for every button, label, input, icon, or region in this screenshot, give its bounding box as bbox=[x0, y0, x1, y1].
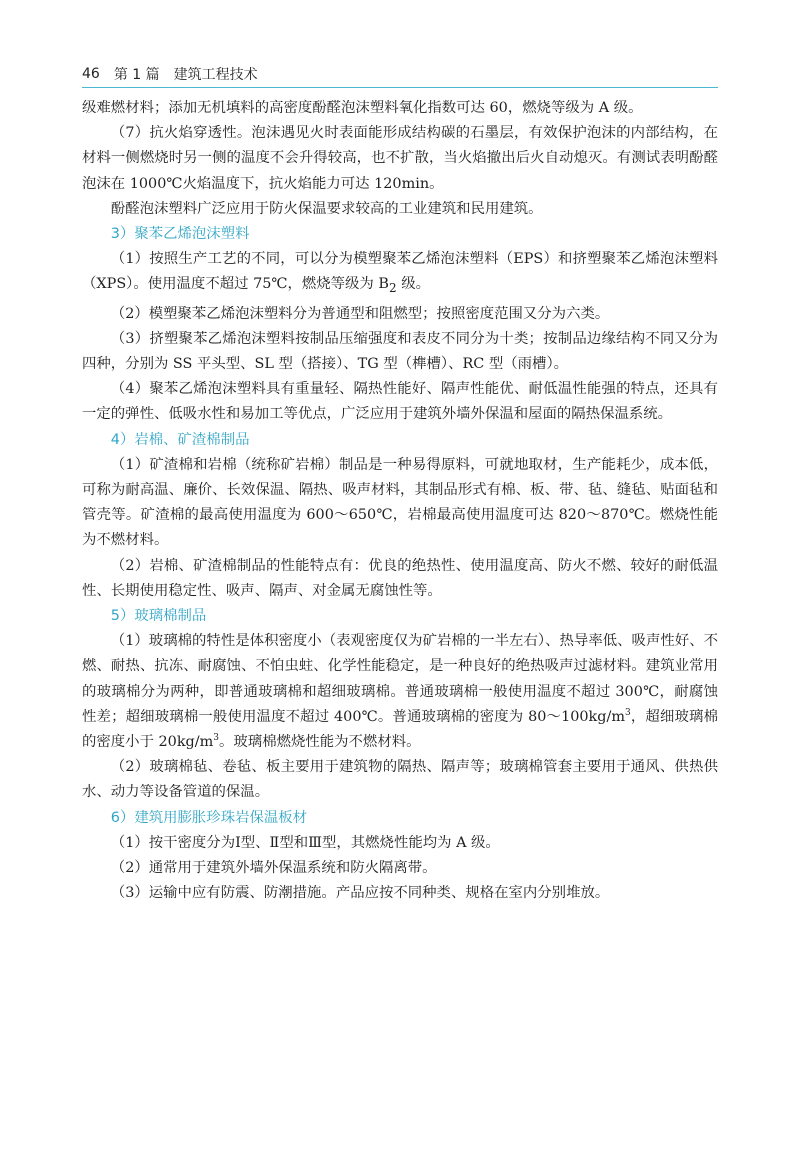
paragraph-text: 。玻璃棉燃烧性能为不燃材料。 bbox=[219, 733, 421, 750]
page-number: 46 bbox=[82, 66, 100, 82]
paragraph-perlite-2: （2）通常用于建筑外墙外保温系统和防火隔离带。 bbox=[110, 859, 437, 876]
paragraph-polystyrene-1 bbox=[82, 247, 718, 301]
paragraph-text: （1）按照生产工艺的不同，可以分为模塑聚苯乙烯泡沫塑料（EPS）和挤塑聚苯乙烯泡沫塑料（XPS）。使用温度不超过 75℃，燃烧等级为 B bbox=[82, 251, 718, 293]
section-heading-glass-wool: 5）玻璃棉制品 bbox=[110, 607, 207, 624]
paragraph-perlite-3: （3）运输中应有防震、防潮措施。产品应按不同种类、规格在室内分别堆放。 bbox=[110, 885, 610, 902]
paragraph-text: ，超细玻璃棉的密度小于 20kg/m bbox=[82, 708, 718, 750]
paragraph-text: 级。 bbox=[396, 276, 430, 293]
chapter-title: 第 1 篇 建筑工程技术 bbox=[113, 67, 258, 83]
section-heading-rock-wool: 4）岩棉、矿渣棉制品 bbox=[110, 431, 250, 448]
paragraph-rock-wool-2: （2）岩棉、矿渣棉制品的性能特点有：优良的绝热性、使用温度高、防火不燃、较好的耐低温性、长期使用稳定性、吸声、隔声、对金属无腐蚀性等。 bbox=[82, 557, 718, 599]
paragraph-polystyrene-2: （2）模塑聚苯乙烯泡沫塑料分为普通型和阻燃型；按照密度范围又分为六类。 bbox=[110, 305, 610, 322]
paragraph-text: （1）玻璃棉的特性是体积密度小（表观密度仅为矿岩棉的一半左右）、热导率低、吸声性好、不燃、耐热、抗冻、耐腐蚀、不怕虫蛀、化学性能稳定，是一种良好的绝热吸声过滤材料。建筑业常用的玻璃棉分为两种，即普通玻璃棉和超细玻璃棉。普通玻璃棉一般使用温度不超过 300℃，耐腐蚀性差；超细玻璃棉一般使用温度不超过 400℃。普通玻璃棉的密度为 80～100kg/m bbox=[82, 633, 718, 725]
paragraph-polystyrene-3: （3）挤塑聚苯乙烯泡沫塑料按制品压缩强度和表皮不同分为十类；按制品边缘结构不同又分为四种，分别为 SS 平头型、SL 型（搭接）、TG 型（榫槽）、RC 型（雨槽）。 bbox=[82, 330, 718, 372]
superscript: 3 bbox=[624, 707, 631, 718]
paragraph-rock-wool-1: （1）矿渣棉和岩棉（统称矿岩棉）制品是一种易得原料，可就地取材，生产能耗少，成本低，可称为耐高温、廉价、长效保温、隔热、吸声材料，其制品形式有棉、板、带、毡、缝毡、贴面毡和管壳等。矿渣棉的最高使用温度为 600～650℃，岩棉最高使用温度可达 820～870℃。燃烧性能为不燃材料。 bbox=[82, 456, 718, 549]
paragraph-glass-wool-1 bbox=[82, 629, 718, 755]
header-rule bbox=[82, 87, 718, 88]
paragraph-glass-wool-2: （2）玻璃棉毡、卷毡、板主要用于建筑物的隔热、隔声等；玻璃棉管套主要用于通风、供热供水、动力等设备管道的保温。 bbox=[82, 759, 718, 801]
page-body bbox=[82, 96, 718, 906]
subscript: 2 bbox=[388, 281, 397, 296]
paragraph-polystyrene-4: （4）聚苯乙烯泡沫塑料具有重量轻、隔热性能好、隔声性能优、耐低温性能强的特点，还具有一定的弹性、低吸水性和易加工等优点，广泛应用于建筑外墙外保温和屋面的隔热保温系统。 bbox=[82, 381, 718, 423]
paragraph-flame-penetration: （7）抗火焰穿透性。泡沫遇见火时表面能形成结构碳的石墨层，有效保护泡沫的内部结构，在材料一侧燃烧时另一侧的温度不会升得较高，也不扩散，当火焰撤出后火自动熄灭。有测试表明酚醛泡沫在 1000℃火焰温度下，抗火焰能力可达 120min。 bbox=[82, 125, 718, 192]
superscript: 3 bbox=[213, 733, 220, 744]
page-header bbox=[82, 62, 718, 86]
paragraph-perlite-1: （1）按干密度分为Ⅰ型、Ⅱ型和Ⅲ型，其燃烧性能均为 A 级。 bbox=[110, 834, 500, 851]
section-heading-polystyrene: 3）聚苯乙烯泡沫塑料 bbox=[110, 226, 250, 243]
paragraph-phenolic-summary: 酚醛泡沫塑料广泛应用于防火保温要求较高的工业建筑和民用建筑。 bbox=[110, 200, 543, 217]
section-heading-perlite: 6）建筑用膨胀珍珠岩保温板材 bbox=[110, 809, 308, 826]
paragraph-intro: 级难燃材料；添加无机填料的高密度酚醛泡沫塑料氧化指数可达 60，燃烧等级为 A 级。 bbox=[82, 100, 643, 116]
